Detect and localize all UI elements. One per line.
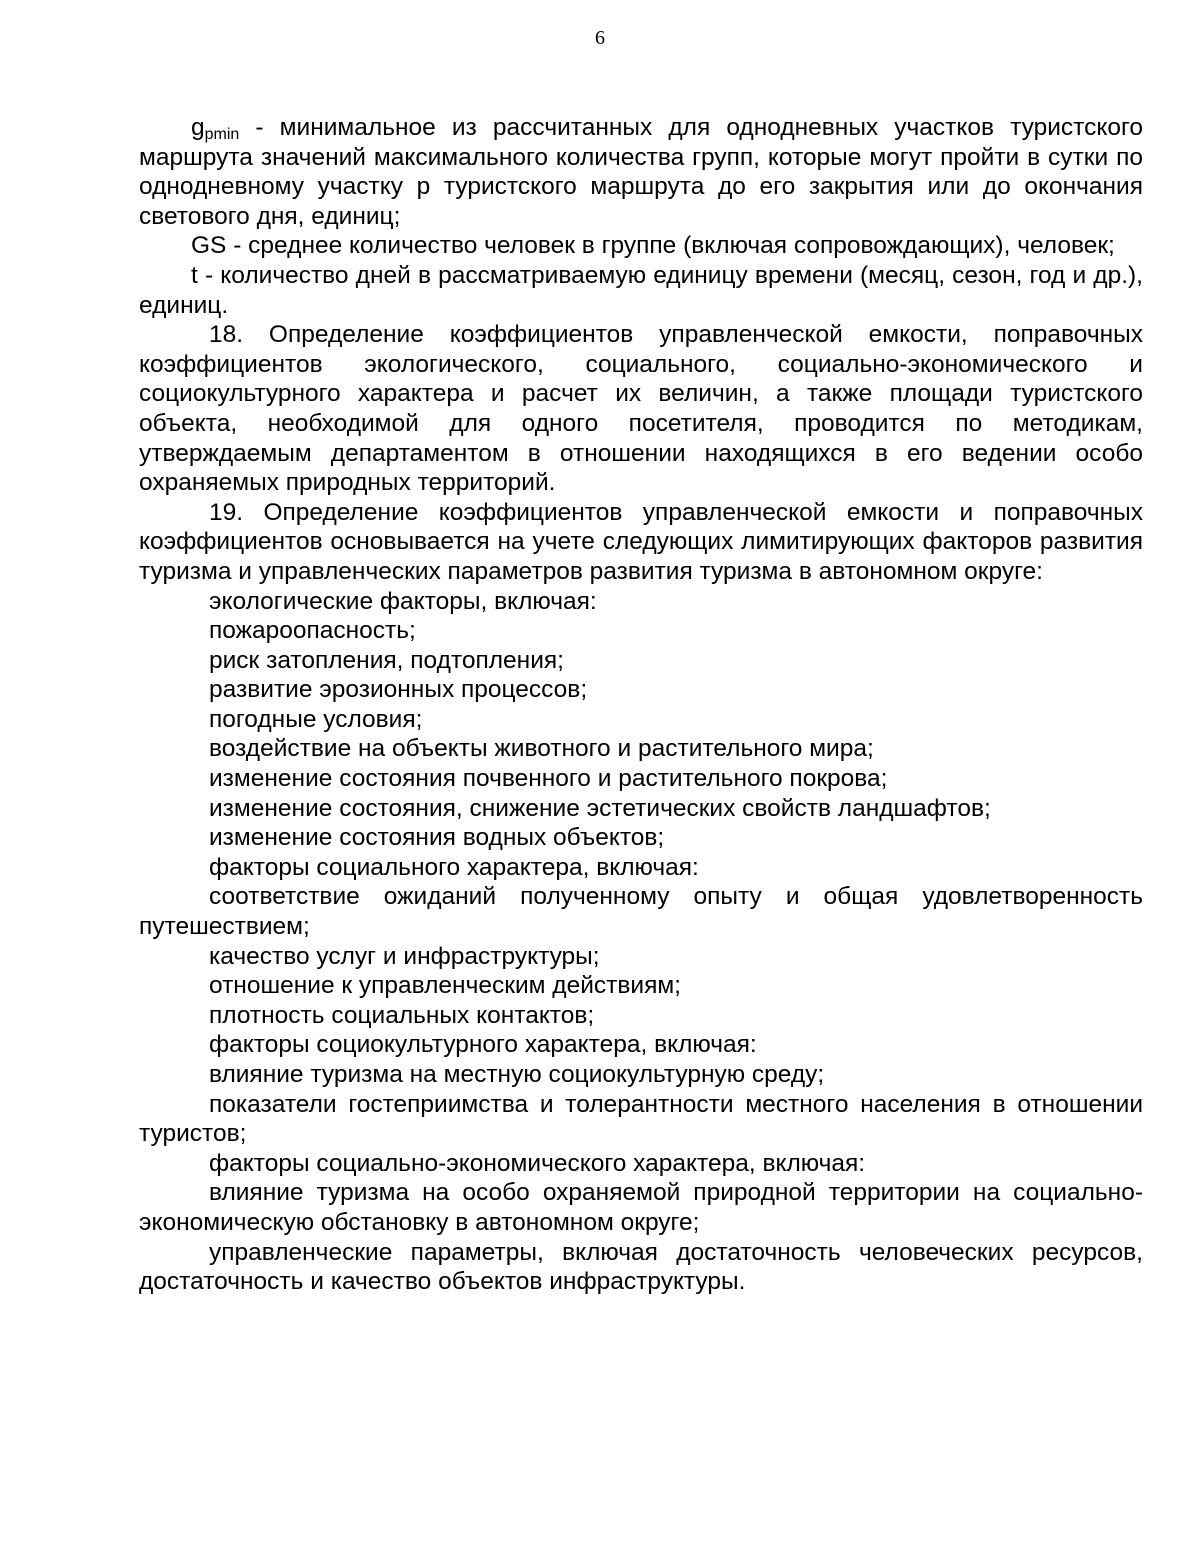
subscript-pmin: pmin (204, 126, 240, 143)
list-item: управленческие параметры, включая достаточность человеческих ресурсов, достаточность и качество объектов инфраструктуры. (139, 1238, 1143, 1296)
list-item: влияние туризма на особо охраняемой природной территории на социально-экономическую обстановку в автономном округе; (139, 1179, 1143, 1236)
paragraph-18: 18. Определение коэффициентов управленческой емкости, поправочных коэффициентов экологического, социального, социально-экономического и социокультурного характера и расчет их величин, а также площади туристского объекта, необходимой для одного посетителя, проводится по методикам, утверждаемым департаментом в отношении находящихся в его ведении особо охраняемых природных территорий. (139, 321, 1143, 497)
list-item: экологические факторы, включая: (209, 587, 597, 615)
document-body (139, 113, 1143, 1297)
list-item: качество услуг и инфраструктуры; (209, 942, 600, 970)
definition-text: - среднее количество человек в группе (включая сопровождающих), человек; (226, 232, 1115, 260)
list-item: изменение состояния водных объектов; (209, 824, 665, 852)
symbol-gs: GS (191, 232, 227, 260)
list-item: развитие эрозионных процессов; (209, 676, 588, 704)
definition-g-pmin (139, 113, 1143, 231)
list-item: изменение состояния, снижение эстетических свойств ландшафтов; (209, 794, 991, 822)
symbol-t: t (191, 261, 198, 289)
definition-text: - минимальное из рассчитанных для однодневных участков туристского маршрута значений максимального количества групп, которые могут пройти в сутки по однодневному участку p туристского маршрута до его закрытия или до окончания светового дня, единиц; (139, 114, 1143, 230)
definition-gs (139, 231, 1143, 261)
list-item: факторы социокультурного характера, включая: (209, 1031, 757, 1059)
list-item: изменение состояния почвенного и растительного покрова; (209, 765, 888, 793)
list-item: показатели гостеприимства и толерантности местного населения в отношении туристов; (139, 1090, 1143, 1148)
list-item: отношение к управленческим действиям; (209, 972, 681, 1000)
list-item: соответствие ожиданий полученному опыту и общая удовлетворенность путешествием; (139, 883, 1143, 941)
list-item: влияние туризма на местную социокультурную среду; (209, 1061, 825, 1088)
list-item: пожароопасность; (209, 617, 416, 645)
list-item: риск затопления, подтопления; (209, 646, 564, 674)
definition-t (139, 261, 1143, 320)
symbol-g: g (191, 114, 205, 141)
list-item: плотность социальных контактов; (209, 1001, 595, 1029)
definition-text: - количество дней в рассматриваемую единицу времени (месяц, сезон, год и др.), единиц. (139, 261, 1143, 319)
paragraph-19: 19. Определение коэффициентов управленческой емкости и поправочных коэффициентов основывается на учете следующих лимитирующих факторов развития туризма и управленческих параметров развития туризма в автономном округе: (139, 498, 1143, 585)
list-item: факторы социально-экономического характера, включая: (209, 1149, 866, 1177)
page-number: 6 (595, 27, 605, 49)
list-item: факторы социального характера, включая: (209, 853, 699, 881)
list-item: погодные условия; (209, 705, 423, 733)
list-item: воздействие на объекты животного и растительного мира; (209, 735, 874, 763)
